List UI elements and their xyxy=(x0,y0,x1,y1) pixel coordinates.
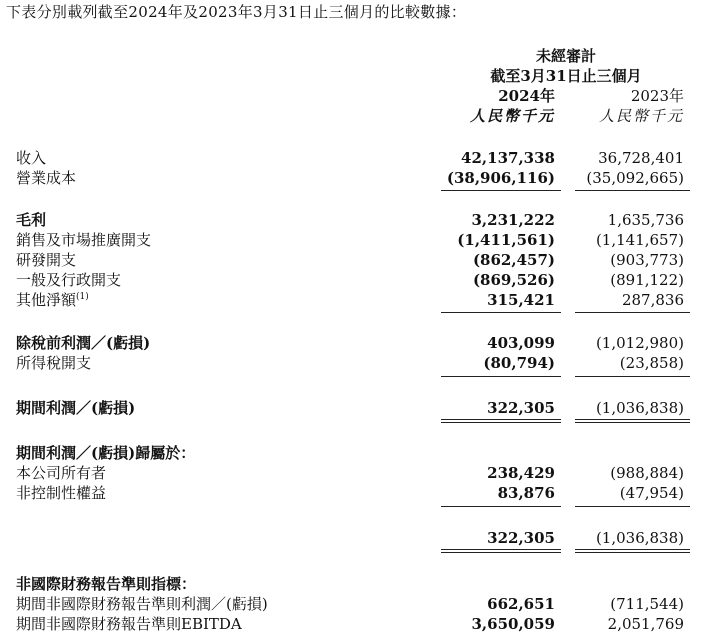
rule-after-tax-2024 xyxy=(441,376,561,377)
row-other-net-2024: 315,421 xyxy=(487,291,555,309)
double-rule-total-2024 xyxy=(441,549,561,553)
row-revenue-2023: 36,728,401 xyxy=(598,149,684,167)
rule-after-other-2024 xyxy=(441,312,561,313)
row-non-ifrs-profit-label: 期間非國際財務報告準則利潤／(虧損) xyxy=(16,595,268,613)
row-gross-profit-2024: 3,231,222 xyxy=(471,211,555,229)
row-pbt-2023: (1,012,980) xyxy=(595,334,684,352)
footnote-marker: (1) xyxy=(76,292,89,302)
double-rule-period-2023 xyxy=(575,419,690,423)
row-owners-label: 本公司所有者 xyxy=(16,464,107,482)
rule-after-nci-2024 xyxy=(441,506,561,507)
row-non-ifrs-ebitda-2024: 3,650,059 xyxy=(471,615,555,633)
row-owners-2023: (988,884) xyxy=(610,464,684,482)
header-currency-2023: 人民幣千元 xyxy=(598,107,684,125)
row-period-profit-2024: 322,305 xyxy=(487,399,555,417)
rule-after-cost-2024 xyxy=(441,190,561,191)
row-non-ifrs-profit-2024: 662,651 xyxy=(487,595,555,613)
row-rnd-2023: (903,773) xyxy=(610,251,684,269)
rule-after-tax-2023 xyxy=(575,376,690,377)
row-selling-label: 銷售及市場推廣開支 xyxy=(16,231,152,249)
row-admin-2023: (891,122) xyxy=(610,271,684,289)
row-admin-2024: (869,526) xyxy=(472,271,555,289)
header-currency-2024: 人民幣千元 xyxy=(469,107,555,125)
row-pbt-label: 除稅前利潤／(虧損) xyxy=(16,334,151,352)
header-unaudited: 未經審計 xyxy=(535,47,596,65)
row-period-profit-label: 期間利潤／(虧損) xyxy=(16,399,136,417)
row-non-ifrs-profit-2023: (711,544) xyxy=(610,595,684,613)
row-admin-label: 一般及行政開支 xyxy=(16,271,122,289)
row-period-profit-2023: (1,036,838) xyxy=(595,399,684,417)
row-cost-2024: (38,906,116) xyxy=(446,169,555,187)
row-tax-2024: (80,794) xyxy=(483,354,555,372)
rule-after-other-2023 xyxy=(575,312,690,313)
row-selling-2024: (1,411,561) xyxy=(457,231,555,249)
row-gross-profit-label: 毛利 xyxy=(16,211,47,229)
row-rnd-2024: (862,457) xyxy=(472,251,555,269)
double-rule-total-2023 xyxy=(575,549,690,553)
row-other-net-2023: 287,836 xyxy=(621,291,684,309)
row-pbt-2024: 403,099 xyxy=(487,334,555,352)
row-other-net-text: 其他淨額 xyxy=(16,291,77,309)
section-attributable-heading: 期間利潤／(虧損)歸屬於： xyxy=(16,444,196,462)
row-nci-2023: (47,954) xyxy=(619,484,684,502)
header-period: 截至3月31日止三個月 xyxy=(490,67,642,85)
row-attributable-total-2024: 322,305 xyxy=(487,529,555,547)
row-gross-profit-2023: 1,635,736 xyxy=(607,211,684,229)
row-cost-label: 營業成本 xyxy=(16,169,77,187)
double-rule-period-2024 xyxy=(441,419,561,423)
row-non-ifrs-ebitda-2023: 2,051,769 xyxy=(607,615,684,633)
intro-text: 下表分別載列截至2024年及2023年3月31日止三個月的比較數據： xyxy=(6,3,467,21)
header-year-2024: 2024年 xyxy=(498,87,555,105)
header-year-2023: 2023年 xyxy=(630,87,684,105)
row-revenue-label: 收入 xyxy=(16,149,47,167)
row-tax-label: 所得稅開支 xyxy=(16,354,92,372)
row-attributable-total-2023: (1,036,838) xyxy=(595,529,684,547)
row-selling-2023: (1,141,657) xyxy=(595,231,684,249)
row-nci-label: 非控制性權益 xyxy=(16,484,107,502)
row-other-net-label xyxy=(16,290,89,310)
row-revenue-2024: 42,137,338 xyxy=(461,149,555,167)
section-non-ifrs-heading: 非國際財務報告準則指標： xyxy=(16,575,197,593)
rule-after-nci-2023 xyxy=(575,506,690,507)
row-tax-2023: (23,858) xyxy=(619,354,684,372)
row-rnd-label: 研發開支 xyxy=(16,251,77,269)
rule-after-cost-2023 xyxy=(575,190,690,191)
row-nci-2024: 83,876 xyxy=(497,484,555,502)
row-non-ifrs-ebitda-label: 期間非國際財務報告準則EBITDA xyxy=(16,615,242,633)
row-owners-2024: 238,429 xyxy=(487,464,555,482)
row-cost-2023: (35,092,665) xyxy=(586,169,684,187)
